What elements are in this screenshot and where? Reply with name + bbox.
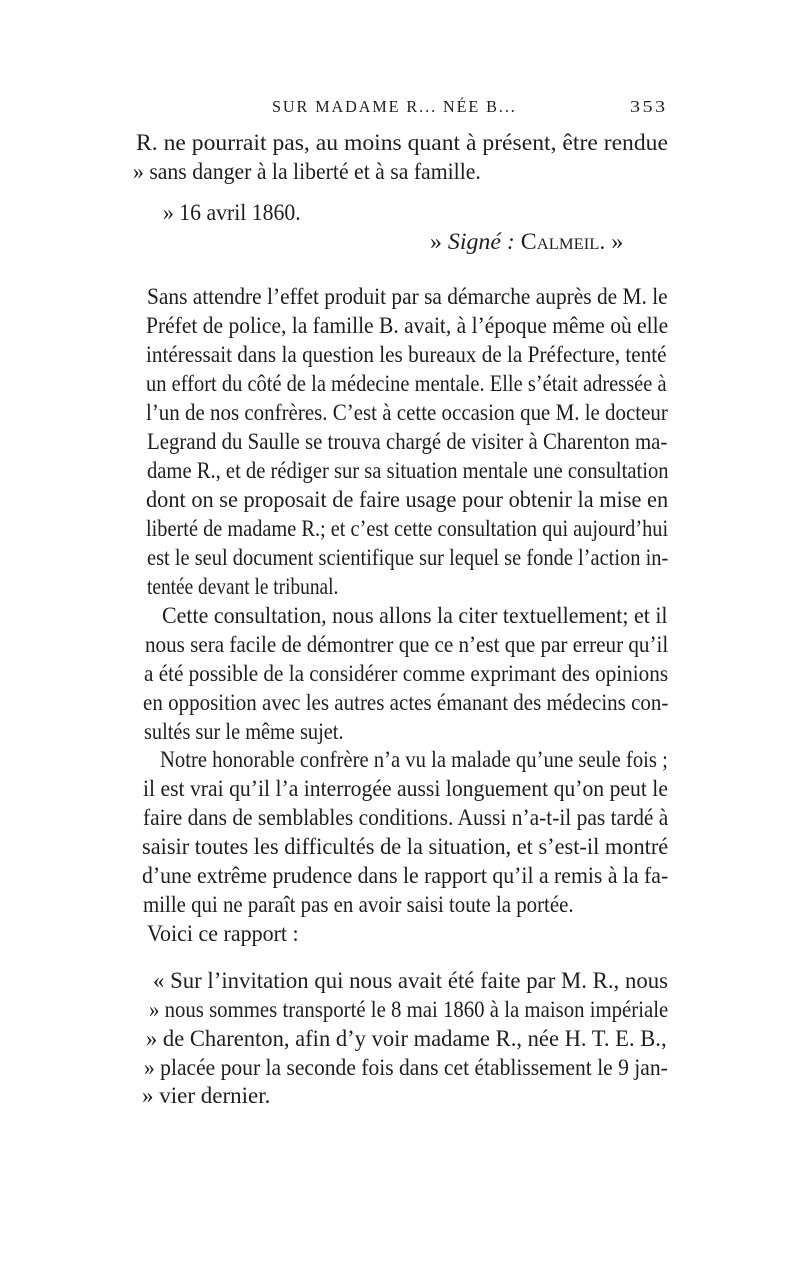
text-line: est le seul document scientifique sur lequel se fonde l’action in- xyxy=(147,545,669,570)
text-line: un effort du côté de la médecine mentale. Elle s’était adressée à xyxy=(146,371,667,396)
quote-line: » nous sommes transporté le 8 mai 1860 à la maison impériale xyxy=(149,997,669,1022)
quote-date: » 16 avril 1860. xyxy=(163,200,301,225)
page-number: 353 xyxy=(630,97,668,116)
text-line: Préfet de police, la famille B. avait, à l’époque même où elle xyxy=(146,313,669,338)
signature-label: Signé : xyxy=(447,229,515,254)
text-line: il est vrai qu’il l’a interrogée aussi longuement qu’on peut le xyxy=(143,776,668,801)
signature-prefix: » xyxy=(430,229,448,254)
text-line: liberté de madame R.; et c’est cette consultation qui aujourd’hui xyxy=(146,516,669,541)
text-line: Sans attendre l’effet produit par sa démarche auprès de M. le xyxy=(147,284,668,309)
text-line: intéressait dans la question les bureaux de la Préfecture, tenté xyxy=(146,342,667,367)
text-line: en opposition avec les autres actes émanant des médecins con- xyxy=(143,690,669,715)
text-line: sultés sur le même sujet. xyxy=(144,719,344,744)
text-line: tentée devant le tribunal. xyxy=(147,574,339,599)
text-line: dont on se proposait de faire usage pour obtenir la mise en xyxy=(146,487,669,512)
text-line: nous sera facile de démontrer que ce n’est que par erreur qu’il xyxy=(145,632,669,657)
quote-line: » vier dernier. xyxy=(142,1083,271,1108)
text-line: l’un de nos confrères. C’est à cette occasion que M. le docteur xyxy=(146,400,668,425)
text-line: dame R., et de rédiger sur sa situation mentale une consultation xyxy=(147,458,669,483)
quote-line: » de Charenton, afin d’y voir madame R., née H. T. E. B., xyxy=(146,1026,667,1051)
quote-line: » sans danger à la liberté et à sa famille. xyxy=(133,159,481,184)
quote-line: R. ne pourrait pas, au moins quant à présent, être rendue xyxy=(136,130,668,155)
text-line: mille qui ne paraît pas en avoir saisi toute la portée. xyxy=(143,892,574,917)
text-line: Voici ce rapport : xyxy=(147,921,299,946)
quote-line: » placée pour la seconde fois dans cet établissement le 9 jan- xyxy=(144,1055,668,1080)
text-line: a été possible de la considérer comme exprimant des opinions xyxy=(144,661,669,686)
signature-suffix: » xyxy=(605,229,624,254)
text-line: saisir toutes les difficultés de la situation, et s’est-il montré xyxy=(142,834,669,859)
quote-signature xyxy=(430,227,623,257)
quote-line: « Sur l’invitation qui nous avait été faite par M. R., nous xyxy=(153,968,668,993)
text-line: Notre honorable confrère n’a vu la malade qu’une seule fois ; xyxy=(160,747,668,772)
signature-name: Calmeil. xyxy=(514,229,606,254)
text-line: faire dans de semblables conditions. Aussi n’a-t-il pas tardé à xyxy=(143,805,669,830)
text-line: Cette consultation, nous allons la citer textuellement; et il xyxy=(162,603,668,628)
running-title: SUR MADAME R... NÉE B... xyxy=(272,97,517,116)
text-line: Legrand du Saulle se trouva chargé de visiter à Charenton ma- xyxy=(147,429,668,454)
text-line: d’une extrême prudence dans le rapport qu’il a remis à la fa- xyxy=(142,863,669,888)
